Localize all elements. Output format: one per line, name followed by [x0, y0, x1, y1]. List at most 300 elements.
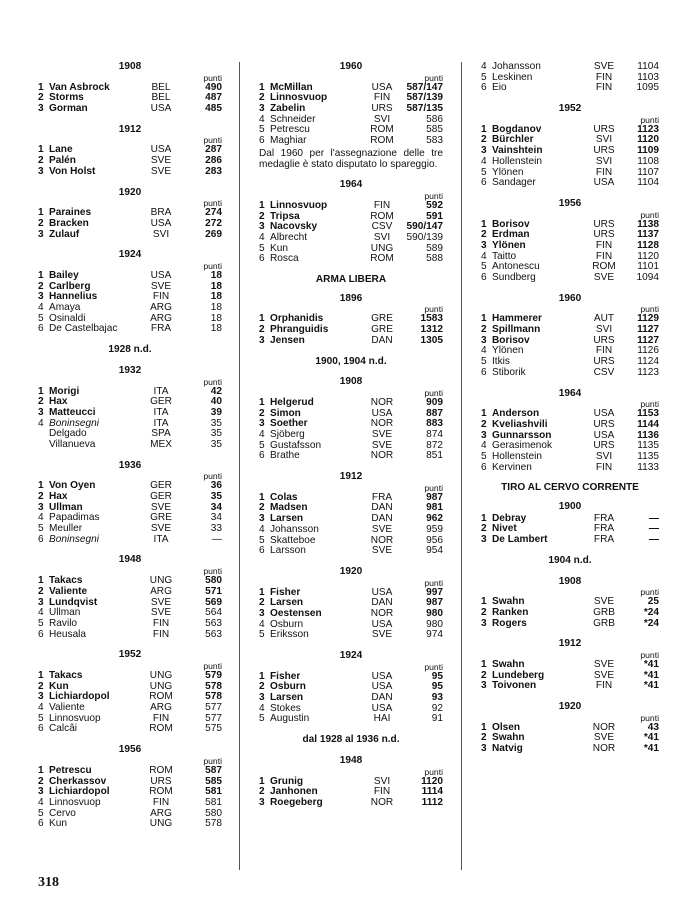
rank: 2	[38, 217, 44, 229]
athlete-name: Ullman	[49, 501, 83, 513]
athlete-name: Larsen	[270, 692, 304, 704]
score: 587/135	[406, 103, 443, 115]
rank: 2	[259, 407, 265, 419]
points-label: punti	[203, 376, 222, 387]
rank: 5	[481, 71, 487, 83]
athlete-name: Sjöberg	[270, 429, 305, 440]
score: 580	[205, 807, 222, 819]
nation-code: GRE	[150, 512, 172, 524]
athlete-name: Osinaldi	[49, 312, 86, 324]
score: *41	[643, 669, 659, 681]
score: 35	[210, 491, 222, 503]
rank: 4	[481, 345, 487, 357]
year-heading: 1912	[118, 123, 142, 135]
nation-code: GRE	[371, 313, 393, 325]
score: 1114	[421, 786, 443, 798]
athlete-name: Stokes	[270, 702, 301, 714]
score: *41	[643, 743, 659, 755]
score: 1120	[637, 250, 659, 262]
score: 585	[205, 775, 222, 787]
athlete-name: Ravilo	[49, 617, 78, 629]
score: 1103	[637, 71, 659, 83]
athlete-name: Kun	[49, 680, 69, 692]
rank: 5	[259, 439, 265, 451]
result-row	[481, 73, 659, 84]
score: *41	[643, 732, 659, 744]
score: 980	[426, 607, 443, 619]
year-section	[259, 651, 443, 725]
rank: 3	[481, 617, 487, 629]
result-row	[38, 219, 222, 230]
nation-code: FIN	[373, 92, 391, 104]
rank: 1	[259, 396, 265, 408]
nation-code: SVE	[371, 629, 393, 641]
athlete-name: Janhonen	[270, 786, 318, 798]
rank: 2	[38, 396, 44, 408]
score: 40	[210, 396, 222, 408]
score: 571	[205, 585, 222, 597]
nation-code: FRA	[150, 323, 172, 335]
athlete-name: Orphanidis	[270, 313, 324, 325]
rank: 3	[38, 228, 44, 240]
rank: 6	[38, 723, 44, 735]
score: —	[648, 512, 659, 524]
athlete-name: Lundeberg	[492, 669, 545, 681]
points-label: punti	[203, 661, 222, 672]
result-row	[38, 766, 222, 777]
athlete-name: Grunig	[270, 775, 304, 787]
rank: 3	[259, 221, 265, 233]
nation-code: ROM	[370, 135, 394, 147]
score: 585	[426, 124, 443, 136]
rank: 1	[481, 659, 487, 671]
points-label: punti	[424, 387, 443, 398]
nation-code: SVE	[150, 501, 172, 513]
athlete-name: Lichiardopol	[49, 786, 110, 798]
year-section	[259, 62, 443, 170]
athlete-name: Skatteboe	[270, 534, 316, 546]
rank: 4	[259, 113, 265, 125]
athlete-name: Nacovsky	[270, 221, 318, 233]
score: 34	[210, 501, 222, 513]
score: 591	[426, 210, 443, 222]
rank: 5	[259, 713, 265, 725]
rank: 3	[259, 334, 265, 346]
result-row	[259, 136, 443, 147]
rank: 2	[259, 681, 265, 693]
column-divider	[239, 62, 240, 870]
athlete-name: Meuller	[49, 523, 83, 535]
year-section	[481, 199, 659, 284]
nation-code: SVI	[595, 134, 613, 146]
rank: 3	[38, 406, 44, 418]
nation-code: NOR	[370, 418, 394, 430]
result-row	[38, 535, 222, 546]
nation-code: URS	[593, 418, 615, 430]
nation-code: USA	[371, 618, 393, 630]
rank: 2	[259, 324, 265, 336]
rank: 5	[38, 712, 44, 724]
score: 959	[426, 523, 443, 535]
year-heading: 1952	[558, 103, 582, 115]
rank: 3	[38, 103, 44, 115]
score: 590/139	[406, 232, 443, 243]
athlete-name: Ylönen	[492, 239, 526, 251]
nation-code: UNG	[149, 670, 173, 682]
column-divider	[461, 62, 462, 870]
athlete-name: Colas	[270, 491, 298, 503]
score: 564	[205, 607, 222, 619]
nation-code: ROM	[149, 723, 173, 735]
athlete-name: Von Oyen	[49, 480, 96, 492]
rank: 1	[481, 218, 487, 230]
athlete-name: Gorman	[49, 103, 88, 115]
rank: 4	[38, 796, 44, 808]
nation-code: URS	[593, 440, 615, 452]
athlete-name: Cherkassov	[49, 775, 107, 787]
score: 578	[205, 680, 222, 692]
nation-code: USA	[371, 670, 393, 682]
rank: 1	[38, 575, 44, 587]
result-row	[259, 630, 443, 641]
score: —	[648, 534, 659, 546]
year-heading: 1920	[339, 565, 363, 577]
score: 587	[205, 764, 222, 776]
nation-code: ITA	[153, 385, 169, 397]
score: 274	[205, 207, 222, 219]
athlete-name: Anderson	[492, 408, 540, 420]
nation-code: ARG	[150, 302, 172, 314]
result-row	[38, 798, 222, 809]
rank: 6	[259, 135, 265, 147]
rank: 3	[38, 165, 44, 177]
rank: 1	[259, 775, 265, 787]
result-row	[481, 744, 659, 755]
points-label: punti	[640, 304, 659, 315]
nation-code: USA	[371, 407, 393, 419]
rank: 5	[481, 356, 487, 368]
nation-code: FIN	[595, 166, 613, 178]
score: 1135	[637, 440, 659, 452]
rank: 1	[481, 313, 487, 325]
year-section	[38, 125, 222, 178]
nation-code: DAN	[371, 502, 393, 514]
points-label: punti	[424, 661, 443, 672]
year-heading: 1960	[558, 292, 582, 304]
score: 25	[647, 596, 659, 608]
athlete-name: Delgado	[49, 428, 87, 440]
nation-code: SVE	[150, 165, 172, 177]
athlete-name: Paraines	[49, 207, 92, 219]
athlete-name: Takacs	[49, 670, 83, 682]
score: 1109	[637, 145, 659, 157]
athlete-name: Papadimas	[49, 512, 100, 524]
score: 1305	[420, 334, 443, 346]
athlete-name: Villanueva	[49, 438, 96, 450]
result-row	[481, 619, 659, 630]
rank: 4	[259, 232, 265, 243]
points-label: punti	[640, 399, 659, 410]
year-heading: 1936	[118, 459, 142, 471]
athlete-name: Debray	[492, 512, 527, 524]
year-section	[481, 104, 659, 189]
year-heading: 1900	[558, 501, 582, 513]
athlete-name: Petrescu	[270, 124, 310, 136]
nation-code: ROM	[149, 764, 173, 776]
result-row	[259, 525, 443, 536]
athlete-name: Albrecht	[270, 232, 308, 243]
athlete-name: Ylönen	[492, 166, 524, 178]
year-heading: 1932	[118, 364, 142, 376]
year-heading: dal 1928 al 1936 n.d.	[302, 734, 400, 746]
athlete-name: Gunnarsson	[492, 429, 552, 441]
athlete-name: Erdman	[492, 229, 530, 241]
nation-code: UNG	[149, 680, 173, 692]
year-heading: 1900, 1904 n.d.	[315, 355, 387, 367]
year-heading: 1908	[118, 61, 142, 72]
athlete-name: Bürchler	[492, 134, 534, 146]
score: 569	[205, 596, 222, 608]
athlete-name: Boninsegni	[49, 533, 99, 545]
nation-code: SVE	[371, 523, 393, 535]
score: 851	[426, 450, 443, 462]
year-heading: 1960	[339, 61, 363, 72]
score: 954	[426, 545, 443, 557]
score: 272	[205, 217, 222, 229]
rank: 6	[481, 82, 487, 94]
points-label: punti	[640, 650, 659, 661]
points-label: punti	[424, 577, 443, 588]
rank: 5	[481, 451, 487, 462]
athlete-name: Vainshtein	[492, 145, 543, 157]
score: 18	[210, 270, 222, 281]
nation-code: FIN	[373, 786, 391, 798]
nation-code: ITA	[153, 533, 169, 545]
nation-code: SVI	[152, 228, 170, 240]
athlete-name: Swahn	[492, 732, 525, 744]
athlete-name: Brathe	[270, 450, 300, 462]
athlete-name: Simon	[270, 407, 301, 419]
athlete-name: Natvig	[492, 743, 523, 755]
score: 1133	[637, 461, 659, 473]
result-row	[38, 230, 222, 241]
score: 587/147	[406, 81, 443, 93]
rank: 1	[481, 721, 487, 733]
nation-code: URS	[150, 775, 172, 787]
athlete-name: Swahn	[492, 659, 525, 671]
year-section	[259, 180, 443, 265]
year-section	[481, 389, 659, 474]
nation-code: USA	[150, 103, 172, 115]
athlete-name: Kveliashvili	[492, 418, 548, 430]
athlete-name: McMillan	[270, 81, 313, 93]
points-label: punti	[203, 261, 222, 271]
rank: 1	[38, 207, 44, 219]
score: 42	[210, 385, 222, 397]
nation-code: SVE	[371, 545, 393, 557]
nation-code: HAI	[373, 713, 391, 725]
result-row	[259, 714, 443, 725]
score: 592	[426, 199, 443, 211]
score: 1095	[636, 82, 659, 94]
rank: 6	[38, 628, 44, 640]
result-row	[259, 798, 443, 809]
result-row	[259, 254, 443, 265]
athlete-name: Osburn	[270, 681, 306, 693]
nation-code: URS	[593, 356, 615, 368]
score: 1094	[636, 272, 659, 284]
athlete-name: Roegeberg	[270, 796, 323, 808]
nation-code: FIN	[152, 617, 170, 629]
score: 581	[205, 786, 222, 798]
nation-code: URS	[593, 123, 615, 135]
score: 95	[431, 681, 443, 693]
score: 18	[210, 323, 222, 335]
athlete-name: Kun	[49, 818, 67, 830]
score: 577	[205, 702, 222, 714]
points-label: punti	[203, 471, 222, 482]
athlete-name: Kervinen	[492, 461, 532, 473]
nation-code: SVI	[595, 451, 613, 462]
nation-code: FIN	[595, 82, 613, 94]
rank: 1	[259, 81, 265, 93]
score: 18	[210, 280, 222, 292]
score: 269	[205, 228, 222, 240]
nation-code: UNG	[149, 818, 173, 830]
nation-code: NOR	[370, 607, 394, 619]
score: 287	[205, 144, 222, 156]
nation-code: FRA	[593, 523, 615, 535]
score: 1120	[421, 775, 443, 787]
rank: 1	[259, 670, 265, 682]
score: 956	[426, 534, 443, 546]
nation-code: USA	[371, 702, 393, 714]
nation-code: DAN	[371, 597, 393, 609]
score: 1128	[637, 239, 659, 251]
score: 581	[205, 796, 222, 808]
score: 33	[210, 523, 222, 535]
score: 1126	[637, 345, 659, 357]
rank: 2	[481, 134, 487, 146]
score: 43	[647, 721, 659, 733]
athlete-name: Zulauf	[49, 228, 80, 240]
rank: 6	[481, 461, 487, 473]
year-heading: 1952	[118, 649, 142, 661]
rank: 2	[481, 606, 487, 618]
nation-code: SVE	[150, 155, 172, 167]
points-label: punti	[203, 135, 222, 146]
rank: 1	[259, 199, 265, 211]
nation-code: FRA	[371, 491, 393, 503]
nation-code: FIN	[152, 628, 170, 640]
nation-code: SVI	[373, 113, 391, 125]
nation-code: CSV	[593, 366, 615, 378]
athlete-name: Lundqvist	[49, 596, 98, 608]
nation-code: FIN	[595, 461, 613, 473]
rank: 5	[38, 312, 44, 324]
year-section	[38, 62, 222, 115]
athlete-name: Storms	[49, 92, 84, 104]
rank: 1	[38, 764, 44, 776]
result-row	[38, 724, 222, 735]
athlete-name: Hollenstein	[492, 451, 542, 462]
nation-code: USA	[371, 586, 393, 598]
rank: 3	[259, 796, 265, 808]
nation-code: FRA	[593, 512, 615, 524]
rank: 2	[259, 597, 265, 609]
nation-code: SVE	[371, 429, 393, 440]
score: 883	[426, 418, 443, 430]
nation-code: SVE	[593, 596, 615, 608]
year-section	[259, 357, 443, 368]
athlete-name: Calcâi	[49, 723, 78, 735]
nation-code: ROM	[149, 786, 173, 798]
athlete-name: Palén	[49, 155, 76, 167]
score: 580	[205, 575, 222, 587]
score: 18	[210, 302, 222, 314]
athlete-name: Schneider	[270, 113, 316, 125]
rank: 3	[259, 607, 265, 619]
result-row	[481, 463, 659, 474]
score: —	[211, 533, 222, 545]
year-section	[481, 556, 659, 567]
year-heading: 1912	[339, 471, 363, 483]
rank: 2	[481, 669, 487, 681]
score: 39	[210, 406, 222, 418]
rank: 3	[481, 680, 487, 692]
nation-code: BEL	[151, 81, 171, 93]
nation-code: NOR	[592, 721, 616, 733]
athlete-name: Fisher	[270, 586, 301, 598]
rank: 2	[38, 491, 44, 503]
rank: 5	[38, 807, 44, 819]
year-section	[38, 745, 222, 830]
nation-code: SVI	[373, 775, 391, 787]
year-heading: 1956	[558, 197, 582, 209]
rank: 5	[38, 617, 44, 629]
rank: 4	[481, 440, 487, 452]
points-label: punti	[640, 209, 659, 220]
year-heading: 1924	[118, 249, 142, 261]
athlete-name: Bogdanov	[492, 123, 542, 135]
nation-code: URS	[371, 103, 393, 115]
score: 35	[210, 417, 222, 429]
score: 962	[426, 513, 443, 525]
rank: 5	[481, 261, 487, 273]
rank: 3	[481, 429, 487, 441]
year-heading: 1896	[339, 292, 363, 304]
athlete-name: Bracken	[49, 217, 89, 229]
page-number: 318	[38, 875, 59, 890]
result-row	[38, 819, 222, 830]
athlete-name: Augustin	[270, 713, 310, 725]
score: 578	[205, 818, 222, 830]
athlete-name: Ullman	[49, 607, 81, 619]
athlete-name: Lane	[49, 144, 73, 156]
year-heading: 1964	[339, 179, 363, 191]
athlete-name: Eriksson	[270, 629, 309, 641]
nation-code: NOR	[370, 396, 394, 408]
athlete-name: Osburn	[270, 618, 304, 630]
nation-code: SVE	[150, 523, 172, 535]
year-section	[481, 62, 659, 94]
points-label: punti	[424, 766, 443, 777]
nation-code: SPA	[151, 428, 171, 440]
athlete-name: Matteucci	[49, 406, 96, 418]
rank: 2	[481, 523, 487, 535]
result-row	[481, 83, 659, 94]
athlete-name: Valiente	[49, 702, 85, 714]
